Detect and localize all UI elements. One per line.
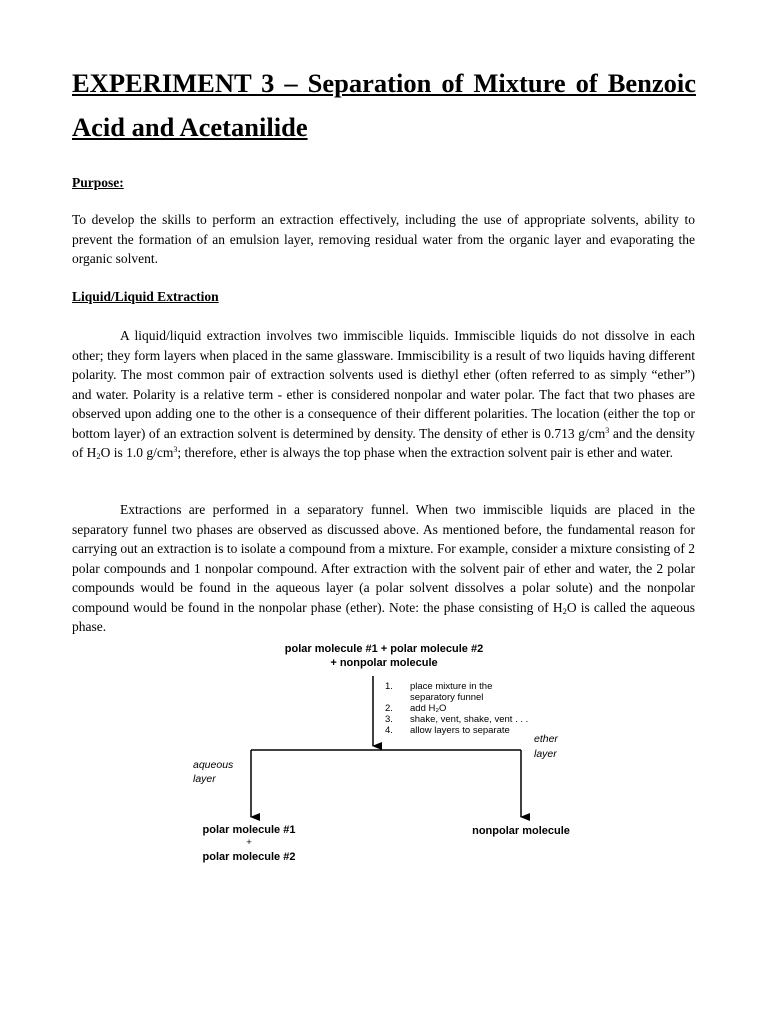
- diagram-top-line-1: polar molecule #1 + polar molecule #2: [284, 643, 484, 655]
- step-3-text: shake, vent, shake, vent . . .: [410, 714, 529, 725]
- diagram-top-line-2: + nonpolar molecule: [330, 657, 438, 669]
- left-result-plus: +: [246, 837, 252, 848]
- ether-label-1: ether: [534, 733, 558, 745]
- right-result: nonpolar molecule: [472, 825, 570, 837]
- extraction-paragraph-2: Extractions are performed in a separatory funnel. When two immiscible liquids are placed in the separatory funnel two phases are observed as discussed above. As mentioned before, the fundamental reason for carrying out an extraction is to isolate a compound from a mixture. For example, consider a mixture consisting of 2 polar compounds and 1 nonpolar compound. After extraction with the solvent pair of ether and water, the 2 polar compounds would be found in the aqueous layer (a polar solvent dissolves a polar solute) and the nonpolar compound would be found in the nonpolar phase (ether). Note: the phase consisting of $H_2O$ is called the aqueous phase.: [72, 502, 696, 634]
- step-3-number: 3.: [385, 714, 393, 725]
- step-1-number: 1.: [385, 681, 393, 692]
- step-4-text: allow layers to separate: [410, 725, 510, 736]
- ether-label-2: layer: [534, 748, 557, 760]
- step-2-text: add H₂O: [410, 703, 447, 714]
- extraction-flow-diagram: [188, 636, 588, 870]
- extraction-heading: Liquid/Liquid Extraction: [72, 289, 219, 304]
- aqueous-label-1: aqueous: [193, 759, 234, 771]
- step-4-number: 4.: [385, 725, 393, 736]
- title-line-1: EXPERIMENT 3 – Separation of Mixture of Benzoic: [72, 68, 696, 98]
- extraction-paragraph-1: A liquid/liquid extraction involves two immiscible liquids. Immiscible liquids do not dissolve in each other; they form layers when placed in the same glassware. Immiscibility is a result of two liquids having different polarity. The most common pair of extraction solvents used is diethyl ether (often referred to as simply “ether”) and water. Polarity is a relative term - ether is considered nonpolar and water polar. The fact that two phases are observed upon adding one to the other is a consequence of their different polarities. The location (either the top or bottom layer) of an extraction solvent is determined by density. The density of ether is 0.713 $g/cm^3$ and the density of $H_2O$ is 1.0 $g/cm^3$; therefore, ether is always the top phase when the extraction solvent pair is ether and water.: [72, 328, 696, 461]
- left-result-line-2: polar molecule #2: [202, 851, 296, 863]
- left-result-line-1: polar molecule #1: [202, 824, 296, 836]
- aqueous-label-2: layer: [193, 773, 216, 785]
- purpose-text: To develop the skills to perform an extraction effectively, including the use of appropriate solvents, ability to prevent the formation of an emulsion layer, removing residual water from the organic layer and evaporating the organic solvent.: [72, 212, 695, 266]
- step-1-text: place mixture in the: [410, 681, 493, 692]
- step-1-text-cont: separatory funnel: [410, 692, 484, 703]
- step-2-number: 2.: [385, 703, 393, 714]
- purpose-heading: Purpose:: [72, 175, 124, 190]
- title-line-2: Acid and Acetanilide: [72, 112, 308, 142]
